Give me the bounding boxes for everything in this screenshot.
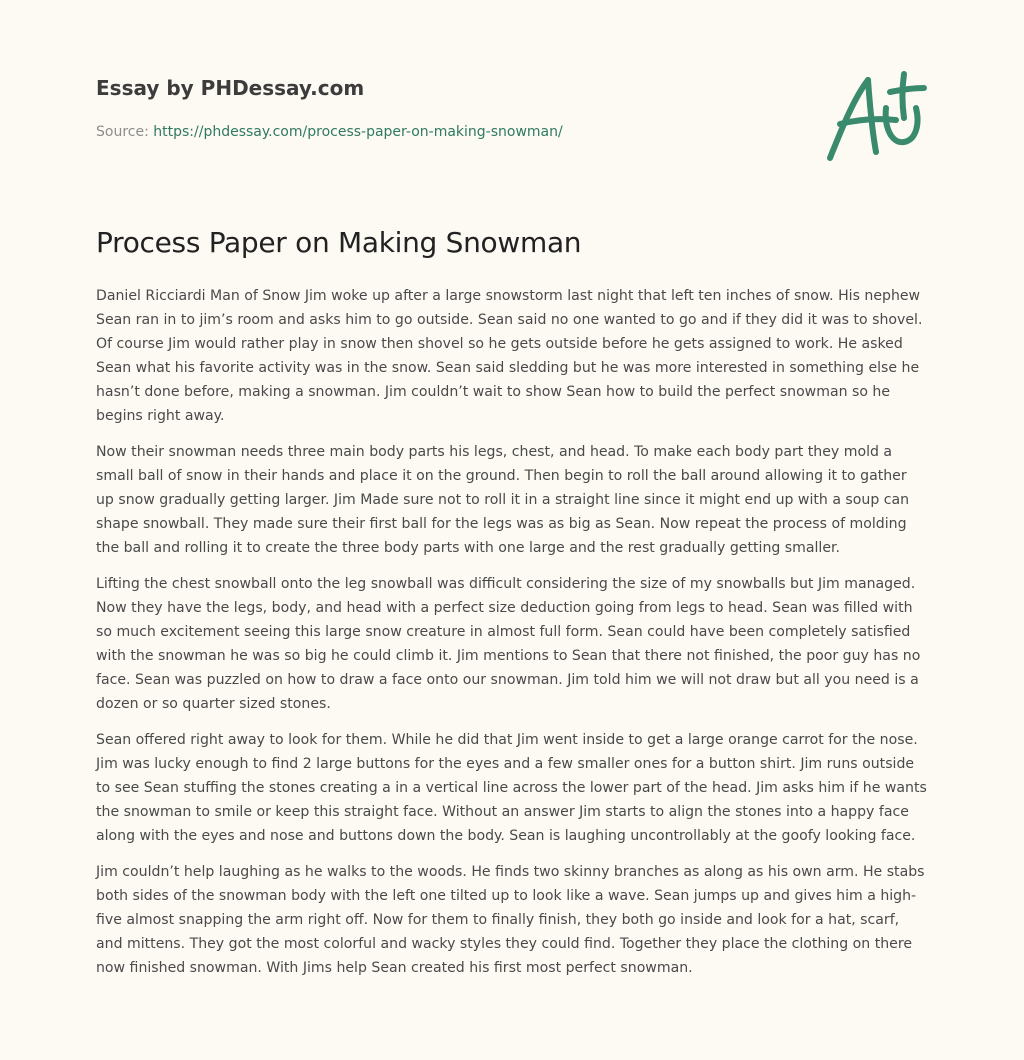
essay-paragraph: Daniel Ricciardi Man of Snow Jim woke up after a large snowstorm last night that left ten inches of snow. His nephew Sean ran in to jim’s room and asks him to go outside. Sean said no one wanted to go and if they did it was to shovel. Of course Jim would rather play in snow then shovel so he gets outside before he gets assigned to work. He asked Sean what his favorite activity was in the snow. Sean said sledding but he was more interested in something else he hasn’t done before, making a snowman. Jim couldn’t wait to show Sean how to build the perfect snowman so he begins right away. [96,288,923,424]
essay-paragraph: Jim couldn’t help laughing as he walks to the woods. He finds two skinny branches as along as his own arm. He stabs both sides of the snowman body with the left one tilted up to look like a wave. Sean jumps up and gives him a high-five almost snapping the arm right off. Now for them to finally finish, they both go inside and look for a hat, scarf, and mittens. They got the most colorful and wacky styles they could find. Together they place the clothing on there now finished snowman. With Jims help Sean created his first most perfect snowman. [96,864,925,976]
source-label: Source: [96,124,154,140]
source-line [96,124,563,140]
a-plus-logo-icon [824,68,928,164]
essay-paragraph: Now their snowman needs three main body parts his legs, chest, and head. To make each body part they mold a small ball of snow in their hands and place it on the ground. Then begin to roll the ball around allowing it to gather up snow gradually getting larger. Jim Made sure not to roll it in a straight line since it might end up with a soup can shape snowball. They made sure their first ball for the legs was as big as Sean. Now repeat the process of molding the ball and rolling it to create the three body parts with one large and the rest gradually getting smaller. [96,444,910,556]
essay-paragraph: Lifting the chest snowball onto the leg snowball was difficult considering the size of my snowballs but Jim managed. Now they have the legs, body, and head with a perfect size deduction going from legs to head. Sean was filled with so much excitement seeing this large snow creature in almost full form. Sean could have been completely satisfied with the snowman he was so big he could climb it. Jim mentions to Sean that there not finished, the poor guy has no face. Sean was puzzled on how to draw a face onto our snowman. Jim told him we will not draw but all you need is a dozen or so quarter sized stones. [96,576,921,712]
brand-title: Essay by PHDessay.com [96,76,365,100]
source-link[interactable]: https://phdessay.com/process-paper-on-making-snowman/ [153,124,563,140]
essay-paragraph: Sean offered right away to look for them. While he did that Jim went inside to get a large orange carrot for the nose. Jim was lucky enough to find 2 large buttons for the eyes and a few smaller ones for a button shirt. Jim runs outside to see Sean stuffing the stones creating a in a vertical line across the lower part of the head. Jim asks him if he wants the snowman to smile or keep this straight face. Without an answer Jim starts to align the stones into a happy face along with the eyes and nose and buttons down the body. Sean is laughing uncontrollably at the goofy looking face. [96,732,927,844]
essay-title: Process Paper on Making Snowman [96,226,582,259]
essay-body [96,284,928,992]
